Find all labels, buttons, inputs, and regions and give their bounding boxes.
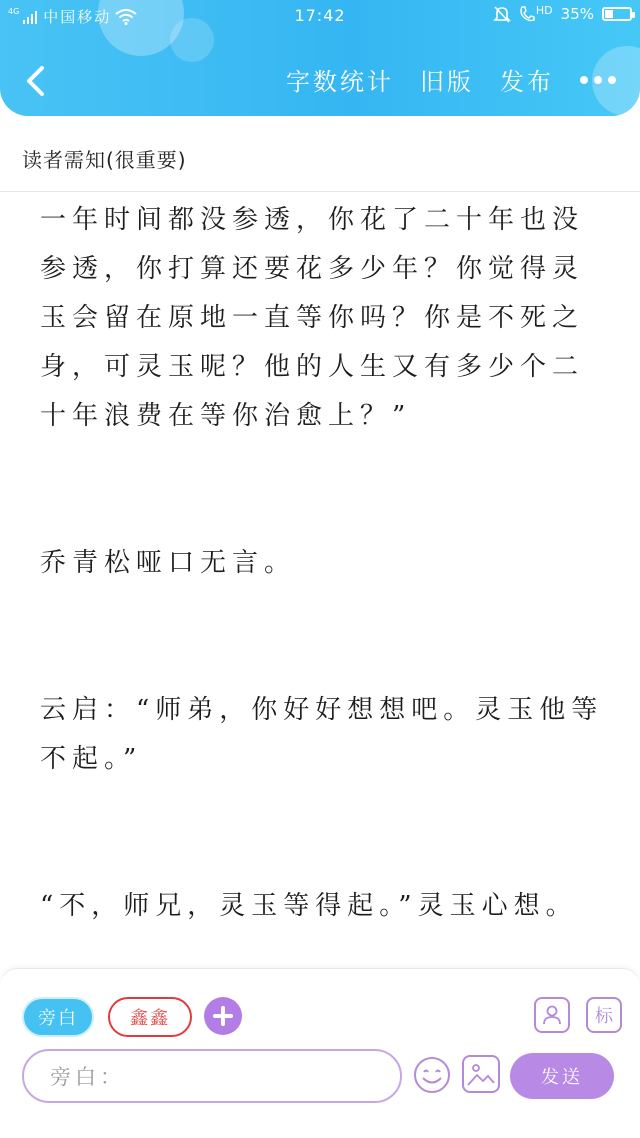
status-bar <box>0 0 640 34</box>
hd-label: HD <box>535 3 553 17</box>
paragraph: 一年时间都没参透，你花了二十年也没参透，你打算还要花多少年？你觉得灵玉会留在原地一直等你吗？你是不死之身，可灵玉呢？他的人生又有多少个二十年浪费在等你治愈上？” <box>40 205 585 431</box>
message-input[interactable]: 旁白： <box>22 1049 402 1103</box>
word-count-button[interactable]: 字数统计 <box>286 68 394 96</box>
status-time: 17:42 <box>294 6 346 25</box>
hd-call-icon <box>519 5 553 23</box>
paragraph: 云启：“师弟，你好好想想吧。灵玉他等不起。” <box>40 695 604 774</box>
paragraph: 乔青松哑口无言。 <box>40 548 297 578</box>
role-chip-xinxin[interactable]: 鑫鑫 <box>108 997 192 1037</box>
battery-percent: 35% <box>560 5 594 23</box>
person-icon[interactable] <box>534 997 570 1033</box>
paragraph: “不，师兄，灵玉等得起。”灵玉心想。 <box>40 891 578 921</box>
network-tag: 4G <box>8 7 20 16</box>
nav-actions <box>286 62 616 97</box>
add-icon[interactable] <box>204 997 242 1035</box>
back-button[interactable] <box>20 62 54 100</box>
emoji-icon[interactable] <box>412 1055 452 1095</box>
back-arrow-icon <box>20 62 54 100</box>
old-version-button[interactable]: 旧版 <box>420 68 474 96</box>
battery-icon <box>602 7 632 21</box>
reader-notice[interactable]: 读者需知(很重要) <box>0 124 640 192</box>
status-right <box>493 5 632 23</box>
mark-button[interactable]: 标 <box>586 997 622 1033</box>
more-dots-icon[interactable] <box>580 65 616 95</box>
send-button[interactable]: 发送 <box>510 1053 614 1099</box>
story-content <box>40 196 610 931</box>
carrier-label: 中国移动 <box>43 8 112 26</box>
image-icon[interactable] <box>462 1055 500 1093</box>
composer-panel <box>0 968 640 1138</box>
mute-icon <box>493 5 511 23</box>
top-header <box>0 0 640 116</box>
role-chip-narration[interactable]: 旁白 <box>22 997 94 1037</box>
publish-button[interactable]: 发布 <box>500 68 554 96</box>
